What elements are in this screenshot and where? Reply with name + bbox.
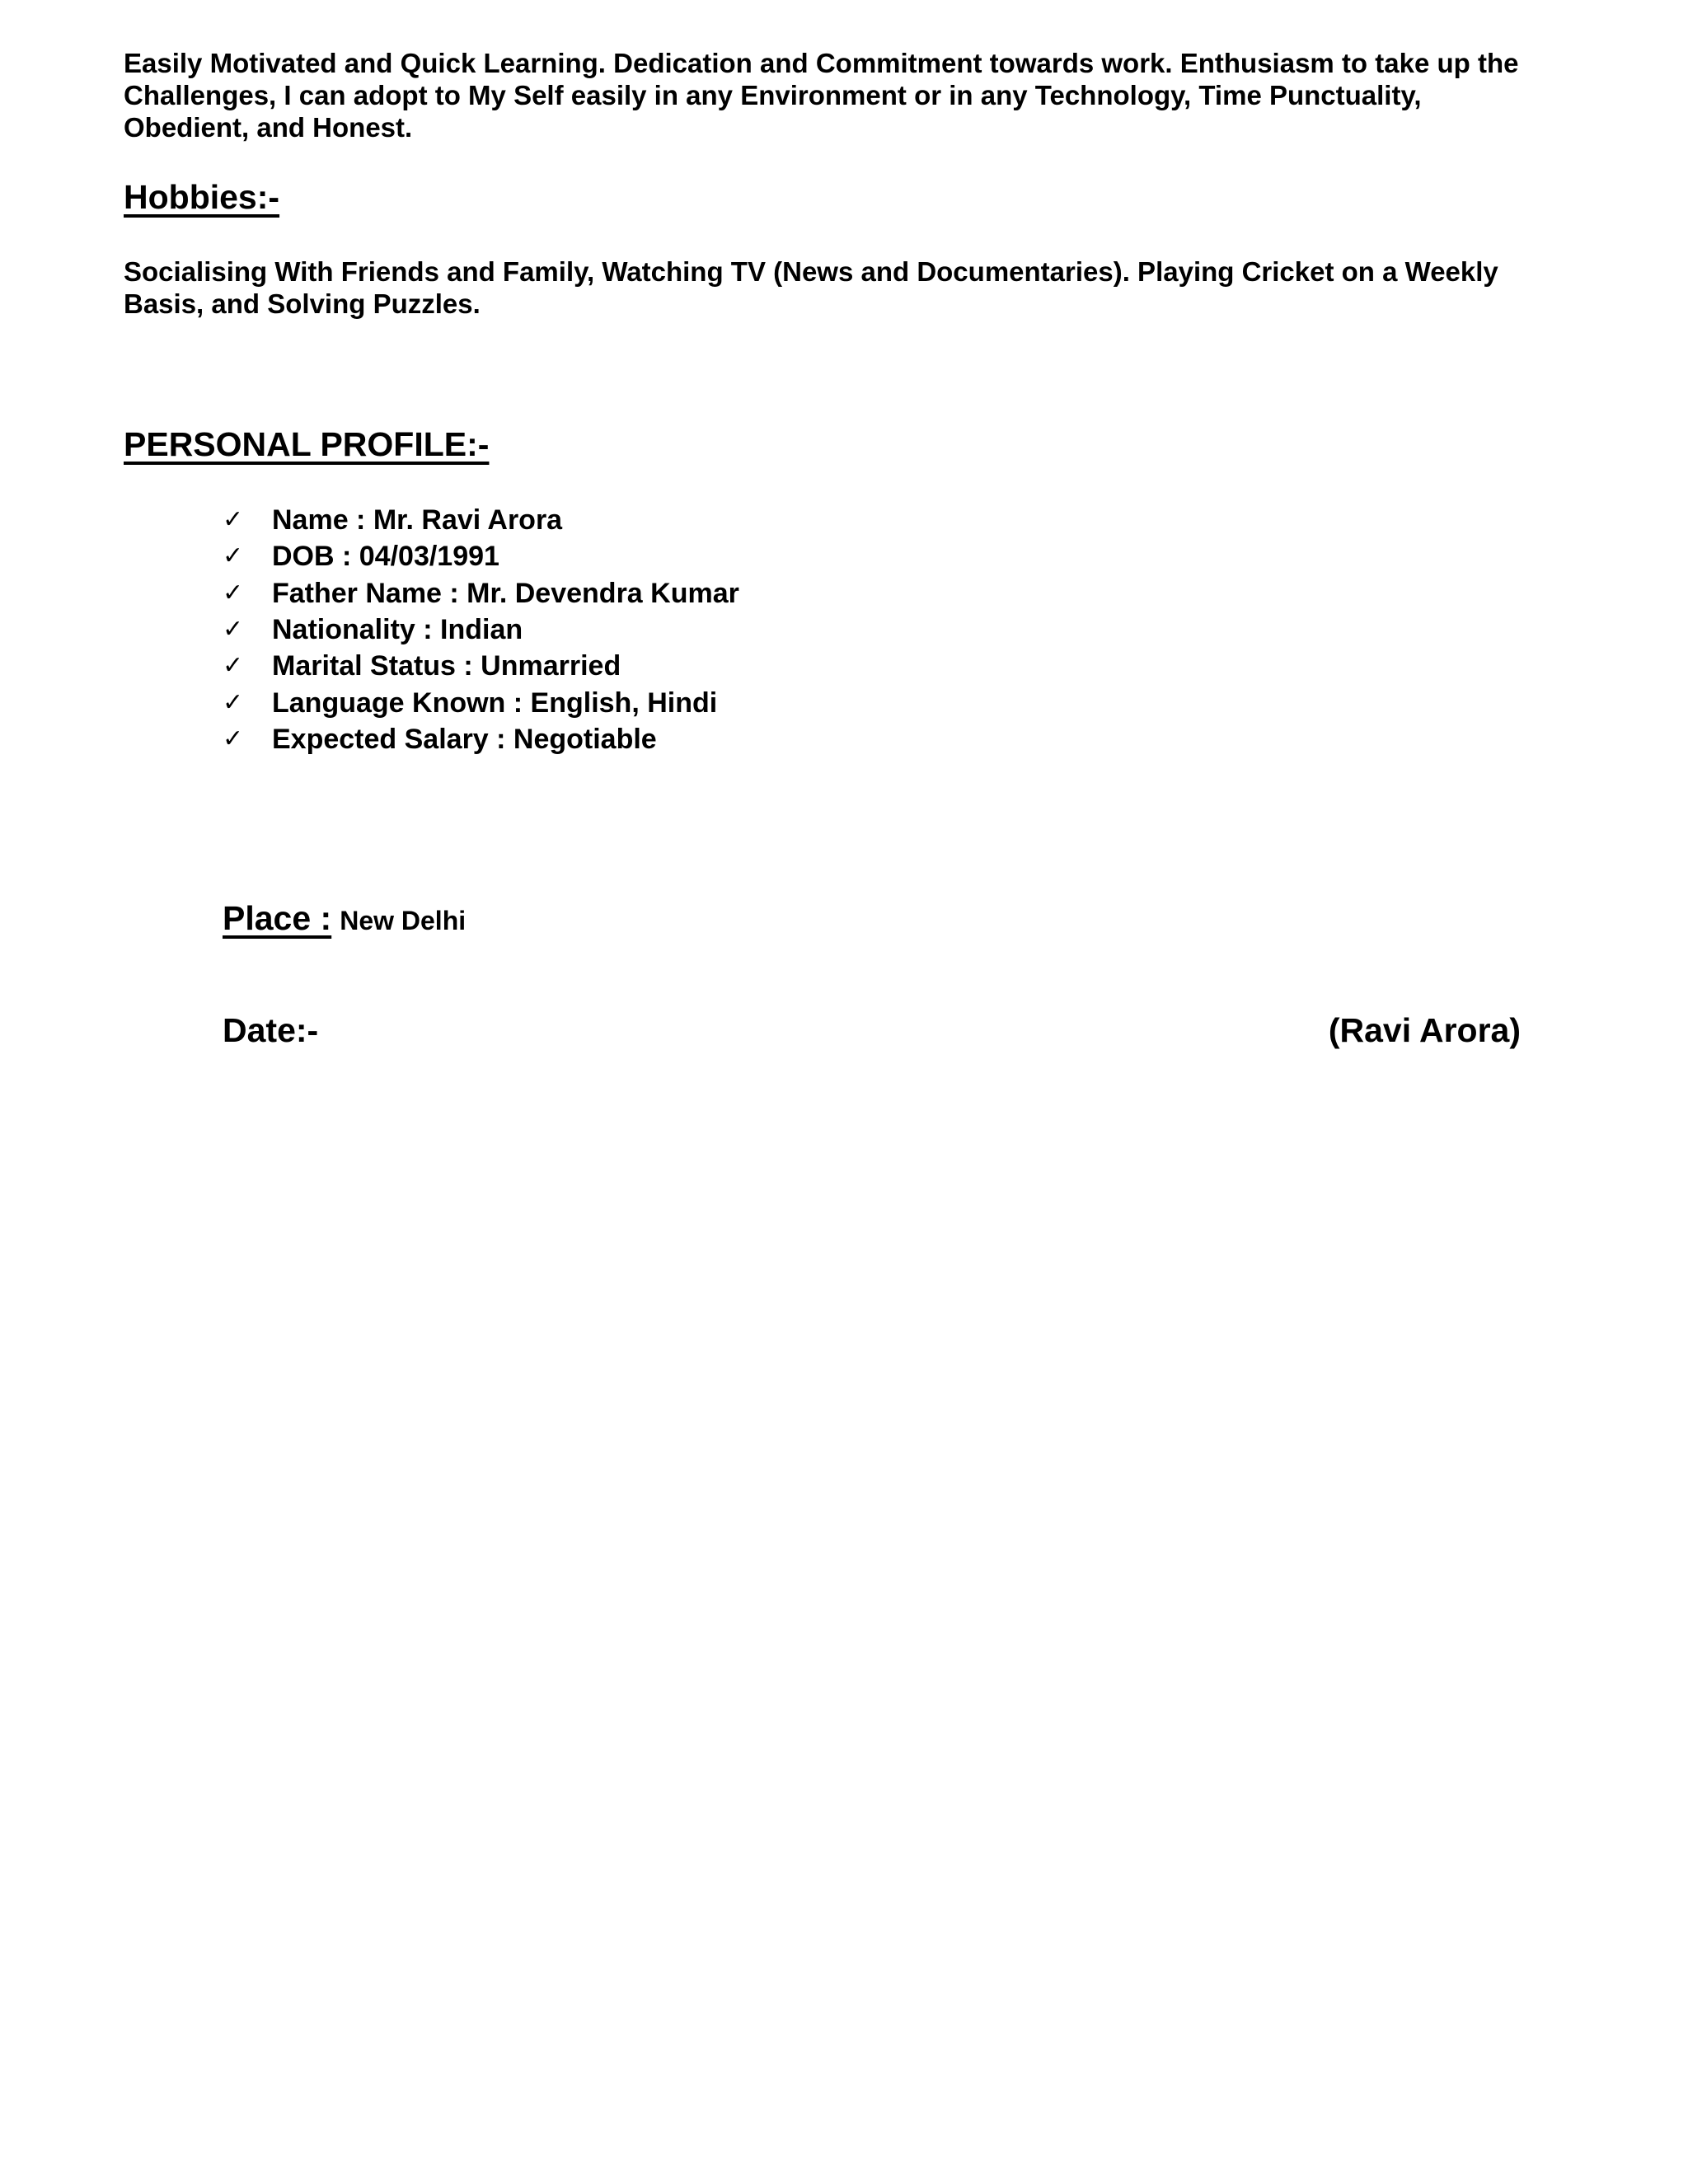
list-item [223, 684, 739, 720]
check-icon: ✓ [223, 578, 244, 607]
strengths-line-3: Obedient, and Honest. [124, 112, 413, 143]
profile-dob: DOB : 04/03/1991 [272, 541, 499, 573]
list-item [223, 612, 739, 648]
check-icon: ✓ [223, 687, 244, 717]
hobbies-line-1: Socialising With Friends and Family, Watching TV (News and Documentaries). Playing Cricket on a Weekly [124, 256, 1498, 287]
check-icon: ✓ [223, 615, 244, 644]
place-value: New Delhi [340, 906, 467, 935]
place-label: Place : [223, 899, 332, 937]
check-icon: ✓ [223, 724, 244, 753]
strengths-line-2: Challenges, I can adopt to My Self easily in any Environment or in any Technology, Time Punctuality, [124, 80, 1422, 110]
list-item [223, 502, 739, 538]
hobbies-paragraph [124, 255, 1541, 320]
profile-name: Name : Mr. Ravi Arora [272, 504, 563, 537]
list-item [223, 538, 739, 574]
profile-nationality: Nationality : Indian [272, 614, 523, 646]
place-line [223, 894, 466, 944]
check-icon: ✓ [223, 541, 244, 571]
hobbies-line-2: Basis, and Solving Puzzles. [124, 288, 481, 319]
signature-name: (Ravi Arora) [1328, 1011, 1521, 1049]
strengths-line-1: Easily Motivated and Quick Learning. Dedication and Commitment towards work. Enthusiasm to take up the [124, 48, 1519, 78]
date-label: Date:- [223, 1011, 319, 1049]
strengths-paragraph [124, 47, 1541, 143]
personal-profile-list [223, 502, 739, 757]
list-item [223, 721, 739, 757]
list-item [223, 575, 739, 612]
personal-profile-heading [124, 424, 489, 464]
profile-expected-salary: Expected Salary : Negotiable [272, 723, 657, 755]
list-item [223, 648, 739, 684]
hobbies-heading-text: Hobbies:- [124, 178, 280, 216]
profile-father-name: Father Name : Mr. Devendra Kumar [272, 577, 739, 609]
personal-profile-heading-text: PERSONAL PROFILE:- [124, 425, 490, 463]
hobbies-heading [124, 177, 279, 217]
profile-languages: Language Known : English, Hindi [272, 687, 718, 719]
check-icon: ✓ [223, 651, 244, 681]
check-icon: ✓ [223, 505, 244, 535]
profile-marital-status: Marital Status : Unmarried [272, 650, 621, 682]
